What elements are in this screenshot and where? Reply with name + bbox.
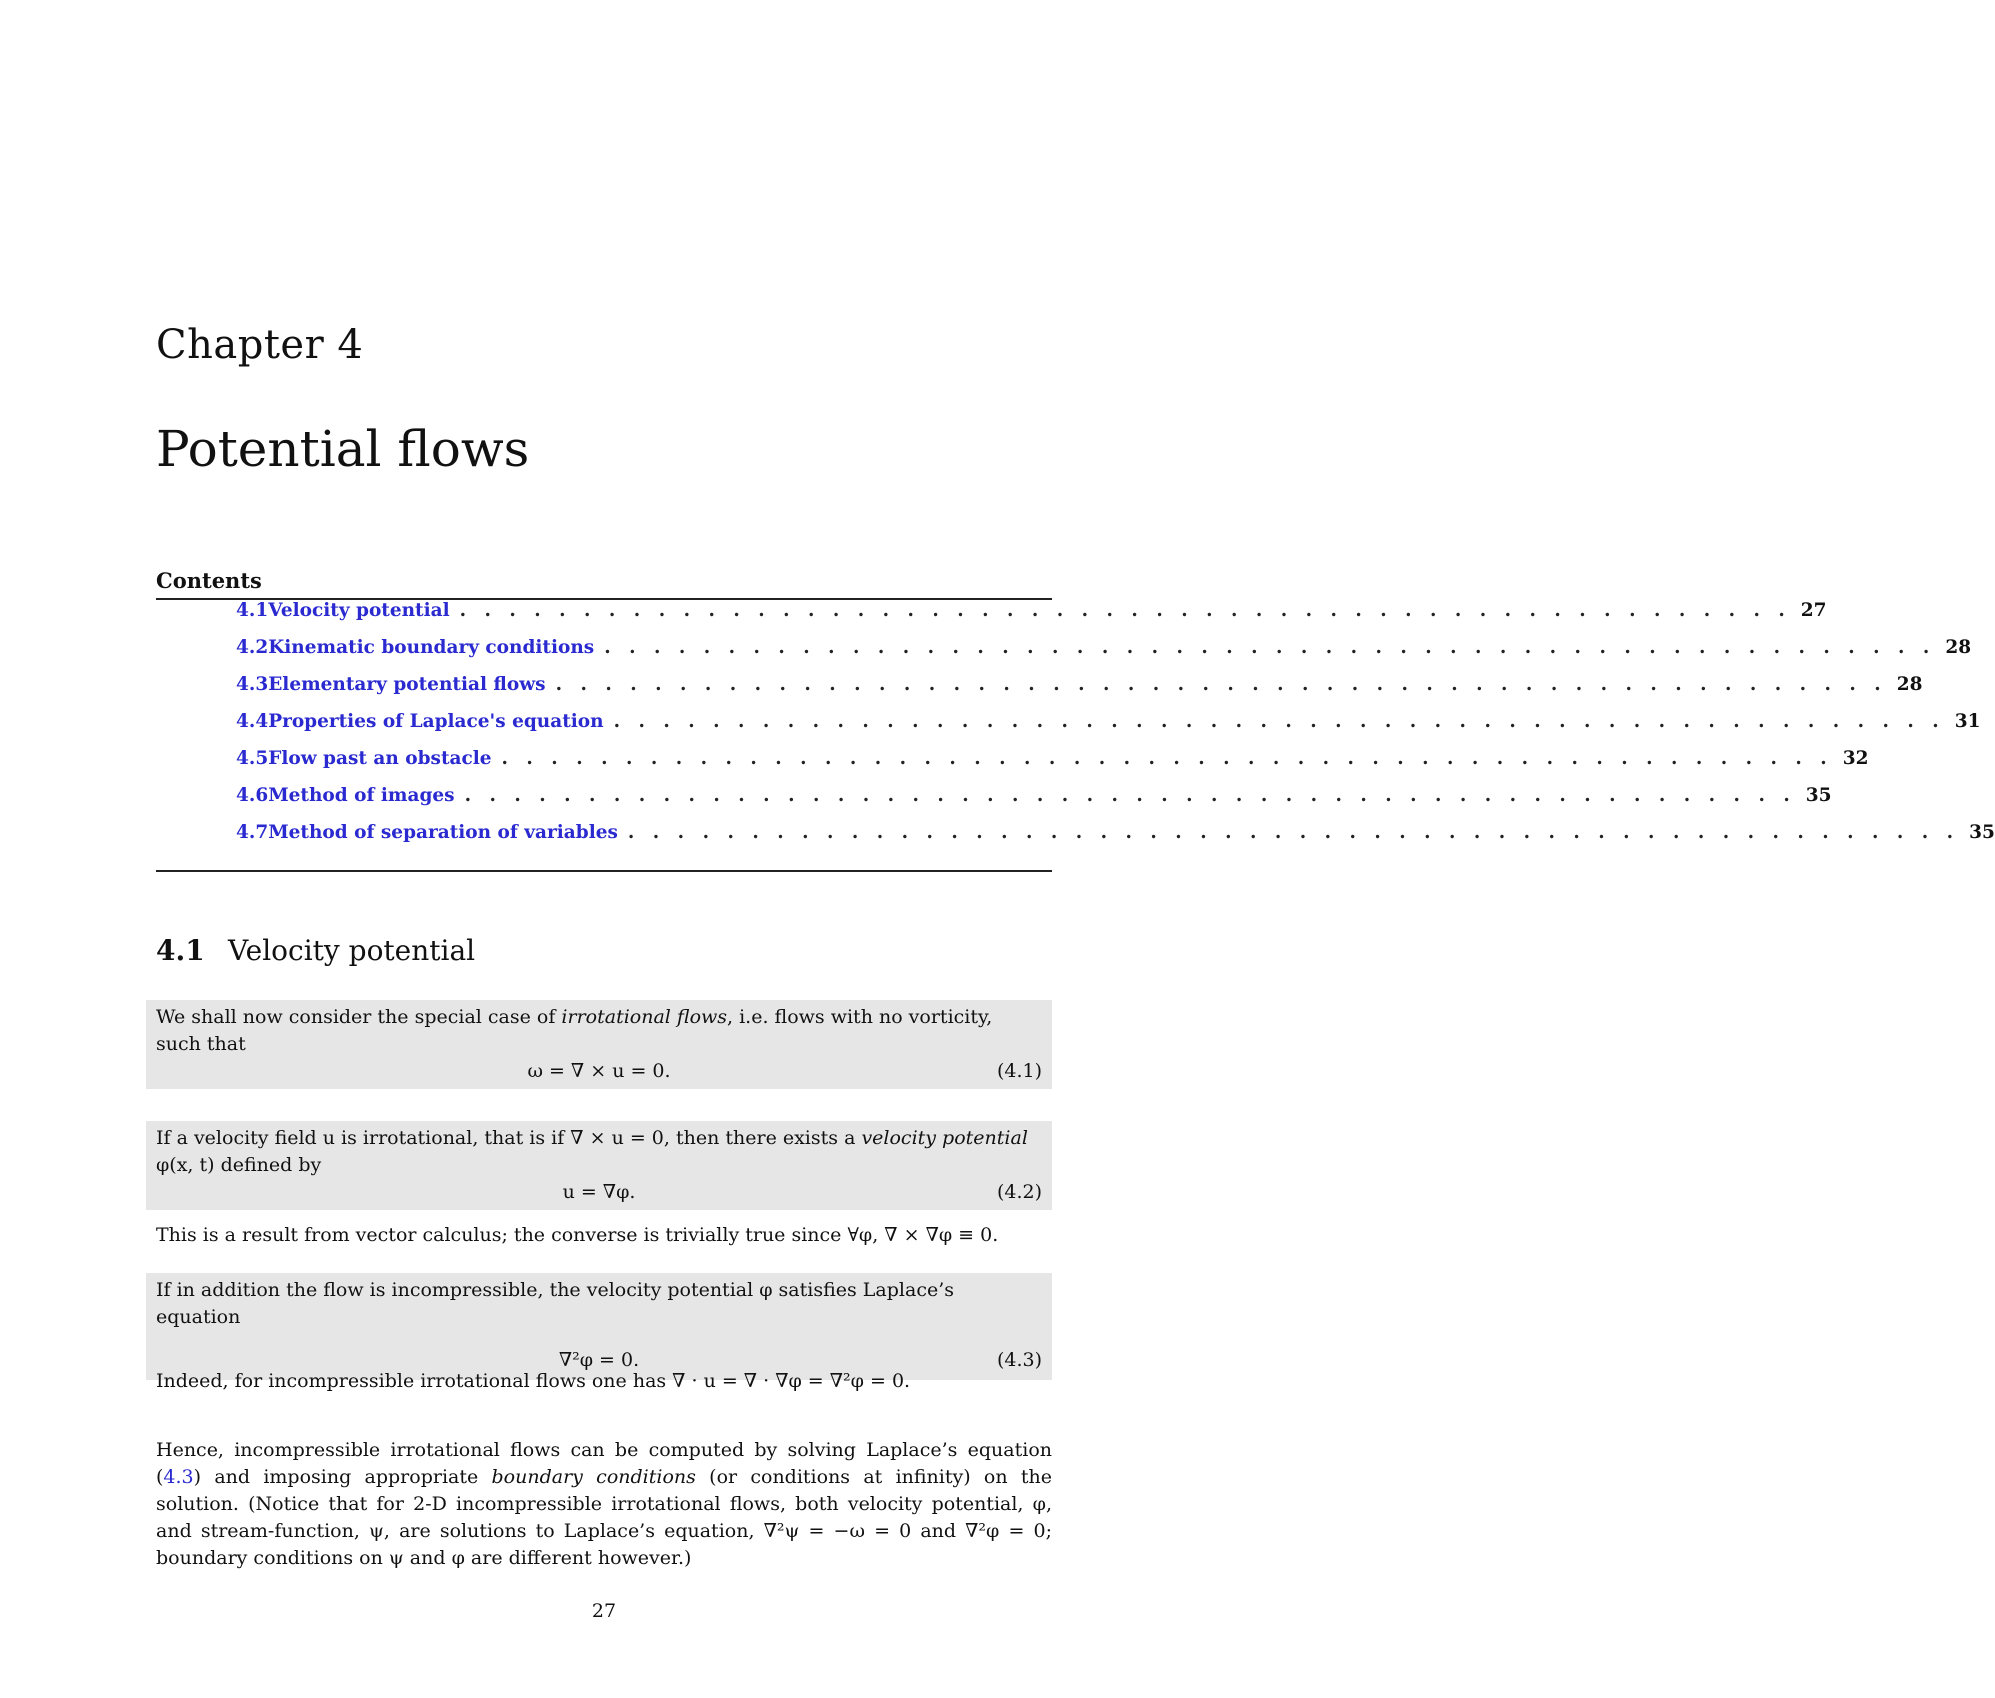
toc-entry-number[interactable]: 4.5 [236, 748, 269, 769]
equation-expression: ω = ∇ × u = 0. [527, 1060, 671, 1082]
box-text-part: , i.e. flows with no vorticity, such that [156, 1006, 993, 1055]
toc-entry-title[interactable]: Elementary potential flows [268, 674, 546, 695]
box-text-part: φ(x, t) defined by [156, 1154, 322, 1176]
contents-heading: Contents [156, 568, 262, 593]
contents-bottom-rule [156, 870, 1052, 872]
toc-entry-title[interactable]: Method of images [268, 785, 455, 806]
toc-entry-page: 28 [1896, 674, 1923, 695]
toc-entry[interactable] [156, 748, 1869, 785]
toc-entry[interactable] [156, 674, 1923, 711]
equation-expression: ∇²φ = 0. [558, 1349, 640, 1371]
body-paragraph: This is a result from vector calculus; the converse is trivially true since ∀φ, ∇ × ∇φ ≡ 0. [156, 1224, 999, 1246]
emphasis: boundary conditions [491, 1466, 696, 1488]
toc-entry[interactable] [156, 785, 1832, 822]
spacer [156, 1331, 1042, 1347]
toc-leader: . . . . . . . . . . . . . . . . . . . . . . . . . . . . . . . . . . . . . . . . . . . . . . . . . . . . . . [555, 674, 1887, 695]
toc-entry-page: 35 [1805, 785, 1832, 806]
property-box [146, 1273, 1052, 1380]
toc-entry-title[interactable]: Velocity potential [268, 600, 450, 621]
toc-leader: . . . . . . . . . . . . . . . . . . . . . . . . . . . . . . . . . . . . . . . . . . . . . . . . . . . . . . [464, 785, 1796, 806]
equation [156, 1058, 1042, 1085]
theorem-box [146, 1121, 1052, 1210]
toc-entry-title[interactable]: Flow past an obstacle [268, 748, 492, 769]
equation-number: (4.3) [996, 1349, 1042, 1371]
table-of-contents [156, 600, 1995, 859]
toc-leader: . . . . . . . . . . . . . . . . . . . . . . . . . . . . . . . . . . . . . . . . . . . . . . . . . . . . . . [627, 822, 1960, 843]
toc-entry-page: 32 [1842, 748, 1869, 769]
toc-entry-title[interactable]: Properties of Laplace's equation [268, 711, 604, 732]
toc-leader: . . . . . . . . . . . . . . . . . . . . . . . . . . . . . . . . . . . . . . . . . . . . . . . . . . . . . . [501, 748, 1833, 769]
toc-leader: . . . . . . . . . . . . . . . . . . . . . . . . . . . . . . . . . . . . . . . . . . . . . . . . . . . . . . [459, 600, 1791, 621]
toc-entry[interactable] [156, 822, 1995, 859]
box-text [156, 1004, 1042, 1058]
page-number: 27 [591, 1600, 617, 1622]
equation-number: (4.2) [996, 1181, 1042, 1203]
text-part: (or conditions at infinity) on the solution. (Notice that for 2-D incompressible irrotational flows, both velocity potential, φ, and stream-function, ψ, are solutions to Laplace’s equation, ∇²ψ = −ω = 0 and ∇²φ = 0; boundary conditions on ψ and φ are different however.) [156, 1466, 1052, 1569]
equation-number: (4.1) [996, 1060, 1042, 1082]
toc-entry-title[interactable]: Method of separation of variables [268, 822, 618, 843]
equation [156, 1179, 1042, 1206]
toc-leader: . . . . . . . . . . . . . . . . . . . . . . . . . . . . . . . . . . . . . . . . . . . . . . . . . . . . . . [604, 637, 1936, 658]
toc-leader: . . . . . . . . . . . . . . . . . . . . . . . . . . . . . . . . . . . . . . . . . . . . . . . . . . . . . . [613, 711, 1945, 732]
text-part: Hence, incompressible irrotational flows can be computed by solving Laplace’s equation ( [156, 1439, 1052, 1488]
toc-entry-number[interactable]: 4.1 [236, 600, 269, 621]
box-text-part: If a velocity field u is irrotational, that is if ∇ × u = 0, then there exists a [156, 1127, 862, 1149]
toc-entry-number[interactable]: 4.3 [236, 674, 269, 695]
equation-expression: u = ∇φ. [562, 1181, 636, 1203]
toc-entry[interactable] [156, 637, 1972, 674]
toc-entry-number[interactable]: 4.7 [236, 822, 269, 843]
toc-entry-title[interactable]: Kinematic boundary conditions [268, 637, 595, 658]
toc-entry-page: 27 [1800, 600, 1827, 621]
toc-entry[interactable] [156, 600, 1827, 637]
definition-box [146, 1000, 1052, 1089]
box-text-part: We shall now consider the special case of [156, 1006, 562, 1028]
toc-entry-number[interactable]: 4.2 [236, 637, 269, 658]
box-text [156, 1125, 1042, 1179]
toc-entry[interactable] [156, 711, 1981, 748]
emphasis: velocity potential [861, 1127, 1028, 1149]
toc-entry-number[interactable]: 4.4 [236, 711, 269, 732]
section-title: Velocity potential [228, 934, 476, 967]
text-part: ) and imposing appropriate [193, 1466, 492, 1488]
toc-entry-page: 28 [1945, 637, 1972, 658]
box-text: If in addition the flow is incompressible, the velocity potential φ satisfies Laplace’s equation [156, 1279, 954, 1328]
section-heading [156, 934, 475, 967]
chapter-title: Potential flows [156, 420, 530, 478]
section-number: 4.1 [156, 934, 205, 967]
body-paragraph [156, 1437, 1052, 1572]
toc-entry-page: 31 [1954, 711, 1981, 732]
body-paragraph: Indeed, for incompressible irrotational flows one has ∇ · u = ∇ · ∇φ = ∇²φ = 0. [156, 1370, 911, 1392]
toc-entry-number[interactable]: 4.6 [236, 785, 269, 806]
equation-reference-link[interactable]: 4.3 [163, 1466, 194, 1488]
chapter-label: Chapter 4 [156, 322, 364, 368]
toc-entry-page: 35 [1969, 822, 1995, 843]
emphasis: irrotational flows [561, 1006, 728, 1028]
